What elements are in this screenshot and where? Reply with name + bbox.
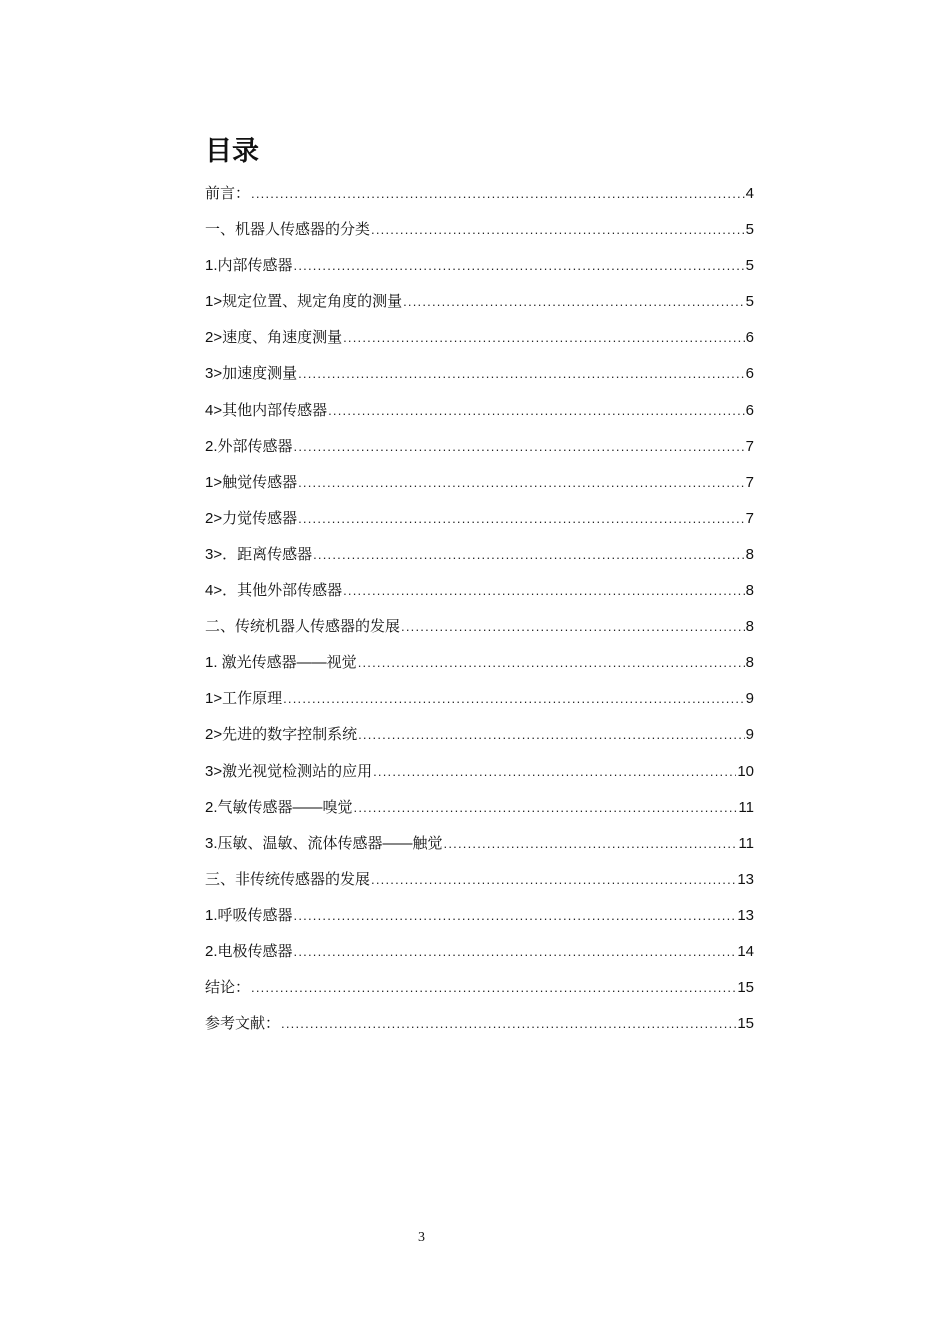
toc-entry[interactable]: [205, 469, 754, 505]
toc-entry[interactable]: [205, 541, 754, 577]
toc-entry-label: 4>其他内部传感器: [205, 401, 328, 419]
toc-entry[interactable]: [205, 180, 754, 216]
toc-entry-page: 11: [738, 834, 754, 852]
toc-entry-label: 三、非传统传感器的发展: [205, 870, 371, 888]
toc-entry-page: 5: [745, 221, 754, 239]
toc-entry-label: 1>规定位置、规定角度的测量: [205, 293, 403, 311]
toc-entry[interactable]: [205, 324, 754, 360]
toc-entry-page: 11: [738, 798, 754, 816]
toc-entry[interactable]: [205, 685, 754, 721]
toc-entry-page: 5: [745, 293, 754, 311]
toc-dot-leader: [403, 288, 745, 316]
toc-entry-page: 9: [745, 726, 754, 744]
toc-dot-leader: [298, 360, 745, 388]
toc-dot-leader: [294, 938, 737, 966]
toc-entry[interactable]: [205, 360, 754, 396]
toc-dot-leader: [371, 216, 745, 244]
toc-entry-page: 6: [745, 365, 754, 383]
toc-dot-leader: [328, 397, 745, 425]
toc-dot-leader: [401, 613, 745, 641]
toc-entry-page: 6: [745, 401, 754, 419]
toc-entry[interactable]: [205, 613, 754, 649]
toc-dot-leader: [294, 433, 745, 461]
toc-dot-leader: [358, 649, 745, 677]
toc-entry-label: 1>工作原理: [205, 690, 283, 708]
toc-entry-label: 1.内部传感器: [205, 257, 293, 275]
toc-entry[interactable]: [205, 397, 754, 433]
toc-entry-label: 3.压敏、温敏、流体传感器——触觉: [205, 834, 443, 852]
toc-entry-page: 15: [737, 979, 754, 997]
toc-dot-leader: [343, 324, 745, 352]
toc-entry[interactable]: [205, 216, 754, 252]
toc-entry-page: 4: [745, 185, 754, 202]
toc-entry-label: 3>．距离传感器: [205, 545, 313, 563]
toc-entry-label: 3>加速度测量: [205, 365, 298, 383]
toc-entry-page: 8: [745, 582, 754, 600]
toc-dot-leader: [251, 180, 745, 208]
toc-entry-page: 7: [745, 473, 754, 491]
toc-entry-page: 8: [745, 545, 754, 563]
toc-dot-leader: [444, 830, 738, 858]
toc-entry[interactable]: [205, 505, 754, 541]
toc-dot-leader: [251, 974, 736, 1002]
toc-title: 目录: [205, 136, 259, 167]
toc-entry-label: 2>力觉传感器: [205, 509, 298, 527]
toc-entry-page: 13: [737, 870, 754, 888]
toc-entry-label: 前言：: [205, 185, 251, 202]
toc-dot-leader: [343, 577, 745, 605]
toc-entry-label: 3>激光视觉检测站的应用: [205, 762, 373, 780]
toc-entry[interactable]: [205, 252, 754, 288]
toc-entry-label: 2.外部传感器: [205, 437, 293, 455]
toc-entry-page: 15: [737, 1015, 754, 1033]
toc-dot-leader: [281, 1010, 736, 1038]
toc-entry[interactable]: [205, 1010, 754, 1046]
toc-entry[interactable]: [205, 288, 754, 324]
toc-entry-page: 8: [745, 654, 754, 672]
toc-entry-page: 7: [745, 509, 754, 527]
toc-entry[interactable]: [205, 974, 754, 1010]
toc-entry[interactable]: [205, 721, 754, 757]
toc-entry-label: 4>．其他外部传感器: [205, 582, 343, 600]
toc-entry-page: 10: [737, 762, 754, 780]
toc-dot-leader: [294, 252, 745, 280]
table-of-contents: [205, 180, 754, 1046]
toc-entry[interactable]: [205, 938, 754, 974]
toc-dot-leader: [298, 469, 745, 497]
toc-entry[interactable]: [205, 830, 754, 866]
toc-dot-leader: [371, 866, 736, 894]
toc-entry-page: 13: [737, 906, 754, 924]
toc-entry-label: 1>触觉传感器: [205, 473, 298, 491]
toc-dot-leader: [294, 902, 737, 930]
toc-entry-label: 结论：: [205, 979, 251, 997]
toc-entry-label: 一、机器人传感器的分类: [205, 221, 371, 239]
toc-dot-leader: [298, 505, 745, 533]
toc-entry-label: 2.电极传感器: [205, 942, 293, 960]
toc-dot-leader: [358, 721, 745, 749]
toc-entry-label: 二、传统机器人传感器的发展: [205, 618, 401, 636]
toc-entry[interactable]: [205, 902, 754, 938]
toc-entry-label: 参考文献：: [205, 1015, 281, 1033]
toc-entry-page: 14: [737, 942, 754, 960]
toc-entry-page: 5: [745, 257, 754, 275]
toc-entry[interactable]: [205, 794, 754, 830]
page-number: 3: [418, 1230, 425, 1245]
toc-entry-label: 2>先进的数字控制系统: [205, 726, 358, 744]
toc-entry[interactable]: [205, 758, 754, 794]
toc-entry-label: 2>速度、角速度测量: [205, 329, 343, 347]
toc-dot-leader: [283, 685, 745, 713]
toc-entry-page: 8: [745, 618, 754, 636]
toc-entry[interactable]: [205, 866, 754, 902]
toc-entry[interactable]: [205, 649, 754, 685]
toc-entry-label: 2.气敏传感器——嗅觉: [205, 798, 353, 816]
toc-entry-label: 1. 激光传感器——视觉: [205, 654, 357, 672]
toc-entry-page: 9: [745, 690, 754, 708]
toc-entry-label: 1.呼吸传感器: [205, 906, 293, 924]
toc-dot-leader: [313, 541, 745, 569]
toc-entry-page: 6: [745, 329, 754, 347]
toc-entry-page: 7: [745, 437, 754, 455]
toc-dot-leader: [354, 794, 738, 822]
toc-entry[interactable]: [205, 433, 754, 469]
toc-dot-leader: [373, 758, 736, 786]
toc-entry[interactable]: [205, 577, 754, 613]
